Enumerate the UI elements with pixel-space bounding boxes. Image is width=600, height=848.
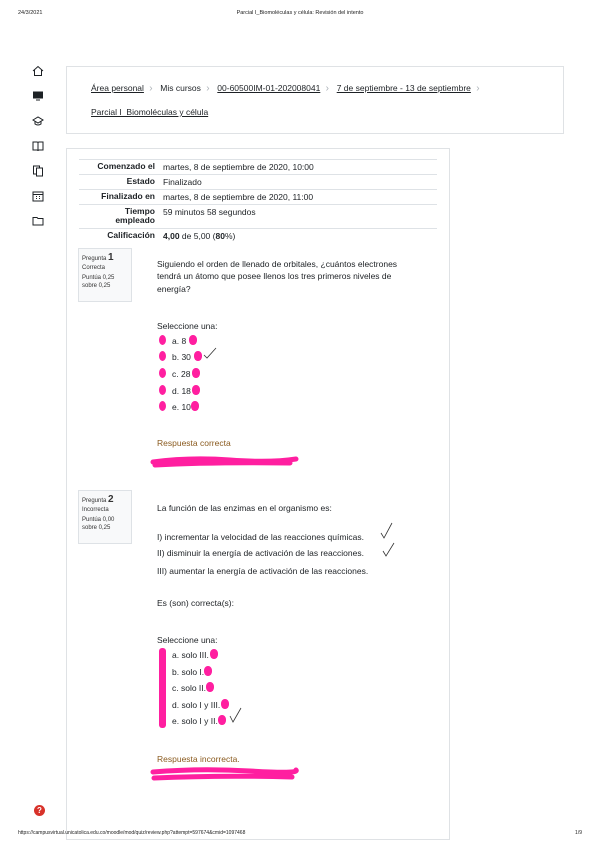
question-state: Correcta — [82, 265, 106, 271]
question-score: Puntúa 0,00 sobre 0,25 — [82, 516, 115, 531]
breadcrumb-mis-cursos[interactable]: Mis cursos — [160, 83, 201, 93]
question-2-prompt: Seleccione una: — [157, 635, 218, 645]
breadcrumb — [91, 83, 485, 94]
highlight-mark — [221, 699, 229, 709]
question-2-option-b[interactable]: b. solo I. — [172, 667, 205, 677]
highlight-mark — [218, 715, 226, 725]
question-number — [82, 494, 114, 505]
highlight-mark — [189, 335, 197, 345]
check-mark-icon — [380, 521, 396, 559]
highlight-mark — [194, 351, 202, 361]
summary-value: martes, 8 de septiembre de 2020, 11:00 — [159, 190, 437, 205]
option-radio[interactable] — [159, 351, 166, 361]
check-mark-icon — [229, 706, 243, 724]
question-2-feedback: Respuesta incorrecta. — [157, 754, 240, 764]
highlight-mark — [191, 401, 199, 411]
grade-score: 4,00 — [163, 230, 180, 241]
breadcrumb-second-line — [91, 107, 208, 117]
option-radio[interactable] — [159, 335, 166, 345]
summary-label: Calificación — [79, 228, 159, 243]
summary-row — [79, 175, 437, 190]
courses-icon[interactable] — [32, 114, 46, 128]
calendar-icon[interactable] — [32, 189, 46, 203]
summary-value: Finalizado — [159, 175, 437, 190]
left-nav-drawer — [32, 64, 46, 239]
question-2-option-c[interactable]: c. solo II. — [172, 683, 207, 693]
option-radio[interactable] — [159, 385, 166, 395]
summary-row — [79, 228, 437, 243]
option-radio[interactable] — [159, 368, 166, 378]
print-page-number: 1/9 — [575, 830, 582, 836]
highlight-scribble — [150, 765, 300, 785]
question-1-text: Siguiendo el orden de llenado de orbitales, ¿cuántos electrones tendrá un átomo que posee llenos los tres primeros niveles de energía? — [157, 259, 398, 294]
print-date: 24/3/2021 — [18, 10, 43, 16]
question-label: Pregunta — [82, 256, 107, 262]
question-score: Puntúa 0,25 sobre 0,25 — [82, 274, 115, 289]
summary-row — [79, 190, 437, 205]
question-1-option-b[interactable]: b. 30 — [172, 352, 191, 362]
question-2-intro: La función de las enzimas en el organismo es: — [157, 503, 332, 513]
question-label: Pregunta — [82, 498, 107, 504]
summary-label: Finalizado en — [79, 190, 159, 205]
highlight-mark — [206, 682, 214, 692]
print-url: https://campusvirtual.unicatolica.edu.co/moodle/mod/quiz/review.php?attempt=597674&cmid=1097468 — [18, 830, 246, 836]
copy-icon[interactable] — [32, 164, 46, 178]
question-info-1 — [78, 248, 132, 302]
highlight-mark — [210, 649, 218, 659]
chevron-right-icon: › — [206, 83, 210, 94]
question-number — [82, 252, 114, 263]
question-1-option-c[interactable]: c. 28 — [172, 369, 191, 379]
print-title: Parcial I_Biomoléculas y célula: Revisión del intento — [236, 10, 364, 16]
summary-label: Comenzado el — [79, 160, 159, 175]
breadcrumb-area-personal[interactable]: Área personal — [91, 83, 144, 93]
chevron-right-icon: › — [476, 83, 480, 94]
question-state: Incorrecta — [82, 507, 109, 513]
breadcrumb-card — [66, 66, 564, 134]
help-icon[interactable]: ? — [34, 805, 45, 816]
grade-of: de 5,00 ( — [179, 230, 216, 241]
chevron-right-icon: › — [325, 83, 329, 94]
breadcrumb-week[interactable]: 7 de septiembre - 13 de septiembre — [336, 83, 471, 93]
highlight-mark — [192, 385, 200, 395]
summary-row — [79, 160, 437, 175]
grade-close: %) — [224, 230, 236, 241]
summary-row — [79, 205, 437, 229]
question-1-option-d[interactable]: d. 18 — [172, 386, 191, 396]
question-2-statement-3: III) aumentar la energía de activación de las reacciones. — [157, 566, 369, 576]
check-mark-icon — [203, 346, 217, 360]
question-2-statement-2: II) disminuir la energía de activación de las reacciones. — [157, 548, 364, 558]
summary-label: Tiempo empleado — [79, 205, 159, 229]
breadcrumb-activity[interactable]: Parcial I_Biomoléculas y célula — [91, 107, 209, 117]
summary-label: Estado — [79, 175, 159, 190]
book-icon[interactable] — [32, 139, 46, 153]
summary-value: martes, 8 de septiembre de 2020, 10:00 — [159, 160, 437, 175]
chevron-right-icon: › — [149, 83, 153, 94]
highlight-mark — [192, 368, 200, 378]
grade-value — [159, 228, 437, 243]
question-number-value: 1 — [108, 252, 114, 263]
attempt-summary-table — [79, 159, 437, 243]
question-2-option-d[interactable]: d. solo I y III. — [172, 700, 221, 710]
question-1-option-e[interactable]: e. 10 — [172, 402, 191, 412]
question-2-option-e[interactable]: e. solo I y II. — [172, 716, 218, 726]
question-1-prompt: Seleccione una: — [157, 321, 218, 331]
question-2-option-a[interactable]: a. solo III. — [172, 650, 209, 660]
highlight-bar — [159, 648, 166, 728]
breadcrumb-course[interactable]: 00-60500IM-01-202008041 — [217, 83, 321, 93]
highlight-mark — [204, 666, 212, 676]
question-1-option-a[interactable]: a. 8 — [172, 336, 187, 346]
option-radio[interactable] — [159, 401, 166, 411]
highlight-scribble — [150, 453, 300, 469]
summary-value: 59 minutos 58 segundos — [159, 205, 437, 229]
folder-icon[interactable] — [32, 214, 46, 228]
question-info-2 — [78, 490, 132, 544]
dashboard-icon[interactable] — [32, 89, 46, 103]
question-number-value: 2 — [108, 494, 114, 505]
grade-percent: 80 — [215, 230, 225, 241]
question-2-statement-1: I) incrementar la velocidad de las reacciones químicas. — [157, 532, 364, 542]
home-icon[interactable] — [32, 64, 46, 78]
question-2-question: Es (son) correcta(s): — [157, 598, 234, 608]
question-1-feedback: Respuesta correcta — [157, 438, 231, 448]
